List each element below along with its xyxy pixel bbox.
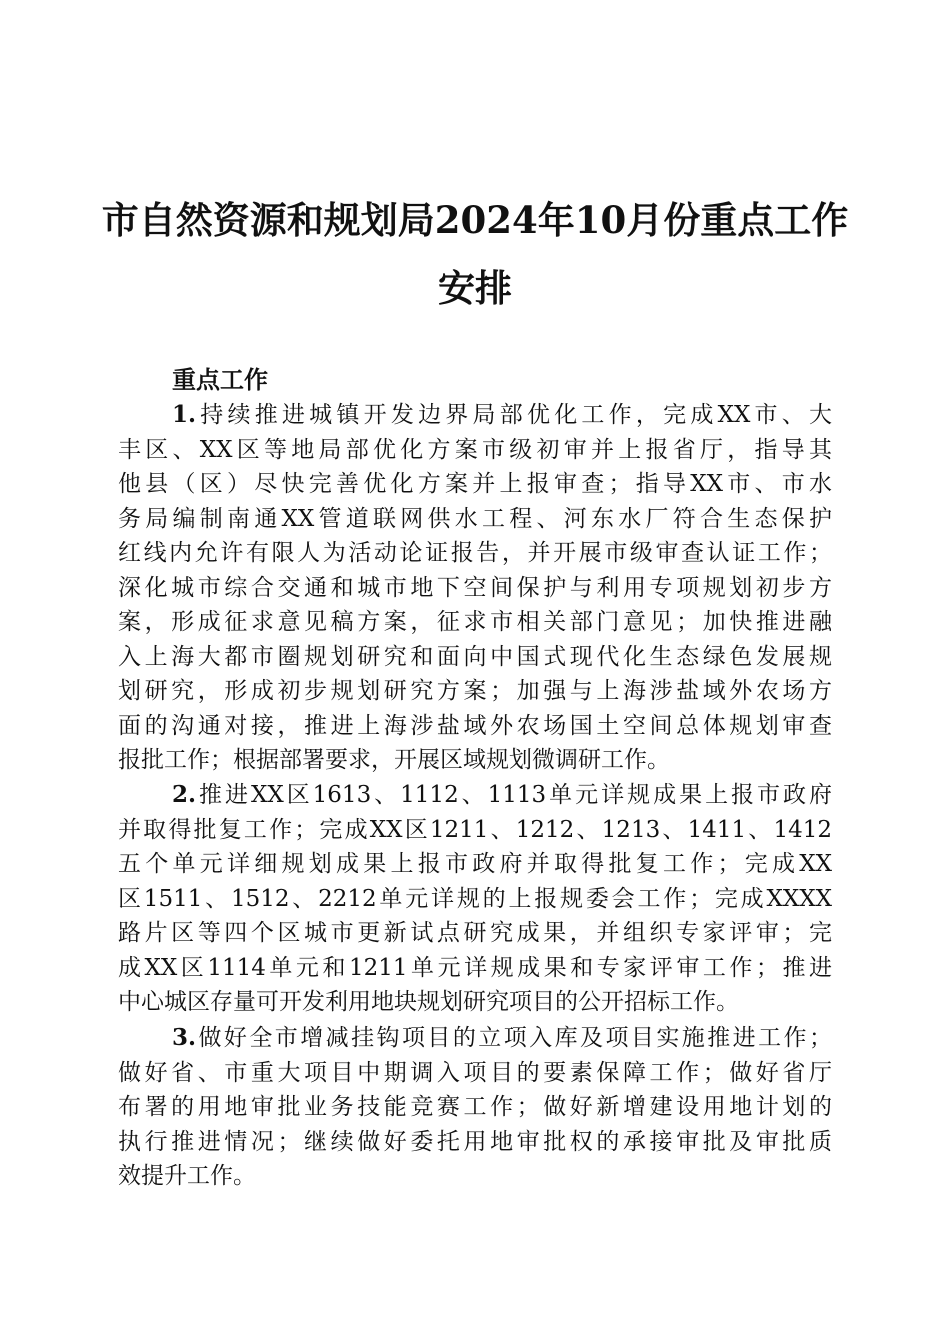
paragraph-line: 执行推进情况；继续做好委托用地审批权的承接审批及审批质 (118, 1128, 832, 1155)
paragraph-line: 务局编制南通XX管道联网供水工程、河东水厂符合生态保护 (118, 505, 832, 532)
paragraph-number: 1. (172, 401, 197, 428)
paragraph-line: 路片区等四个区城市更新试点研究成果，并组织专家评审；完 (118, 920, 832, 946)
paragraph-line: 案，形成征求意见稿方案，征求市相关部门意见；加快推进融 (118, 609, 832, 635)
paragraph-line: 红线内允许有限人为活动论证报告，并开展市级审查认证工作； (118, 540, 832, 566)
paragraph-3 (118, 1021, 832, 1194)
paragraph-line: 他县（区）尽快完善优化方案并上报审查；指导XX市、市水 (118, 471, 832, 497)
paragraph-line: 做好省、市重大项目中期调入项目的要素保障工作；做好省厅 (118, 1059, 832, 1086)
paragraph-line-text: 做好全市增减挂钩项目的立项入库及项目实施推进工作； (196, 1025, 832, 1051)
document-title-line-2: 安排 (438, 266, 512, 310)
paragraph-line: 成XX区1114单元和1211单元详规成果和专家评审工作；推进 (118, 954, 832, 981)
paragraph-line-text: 推进XX区1613、1112、1113单元详规成果上报市政府 (196, 782, 832, 808)
section-heading: 重点工作 (172, 366, 268, 394)
paragraph-line-text: 持续推进城镇开发边界局部优化工作，完成XX市、大 (196, 402, 832, 428)
paragraph-line: 布署的用地审批业务技能竞赛工作；做好新增建设用地计划的 (118, 1094, 832, 1120)
paragraph-line: 深化城市综合交通和城市地下空间保护与利用专项规划初步方 (118, 574, 832, 601)
paragraph-2 (118, 778, 832, 1020)
paragraph-line (118, 1021, 832, 1056)
paragraph-1 (118, 398, 832, 778)
paragraph-line: 报批工作；根据部署要求，开展区域规划微调研工作。 (118, 747, 670, 773)
paragraph-line: 效提升工作。 (118, 1163, 256, 1189)
paragraph-line (118, 398, 832, 433)
paragraph-line: 中心城区存量可开发利用地块规划研究项目的公开招标工作。 (118, 989, 739, 1015)
paragraph-line: 面的沟通对接，推进上海涉盐域外农场国土空间总体规划审查 (118, 712, 832, 739)
paragraph-number: 2. (172, 781, 197, 808)
paragraph-line: 丰区、XX区等地局部优化方案市级初审并上报省厅，指导其 (118, 436, 832, 463)
paragraph-line: 入上海大都市圈规划研究和面向中国式现代化生态绿色发展规 (118, 643, 832, 670)
paragraph-line: 划研究，形成初步规划研究方案；加强与上海涉盐域外农场方 (118, 678, 832, 704)
paragraph-line (118, 778, 832, 813)
document-title-line-1: 市自然资源和规划局2024年10月份重点工作 (101, 198, 849, 242)
paragraph-number: 3. (172, 1024, 197, 1051)
paragraph-line: 并取得批复工作；完成XX区1211、1212、1213、1411、1412 (118, 816, 832, 843)
paragraph-line: 五个单元详细规划成果上报市政府并取得批复工作；完成XX (118, 851, 832, 877)
paragraph-line: 区1511、1512、2212单元详规的上报规委会工作；完成XXXX (118, 885, 832, 912)
